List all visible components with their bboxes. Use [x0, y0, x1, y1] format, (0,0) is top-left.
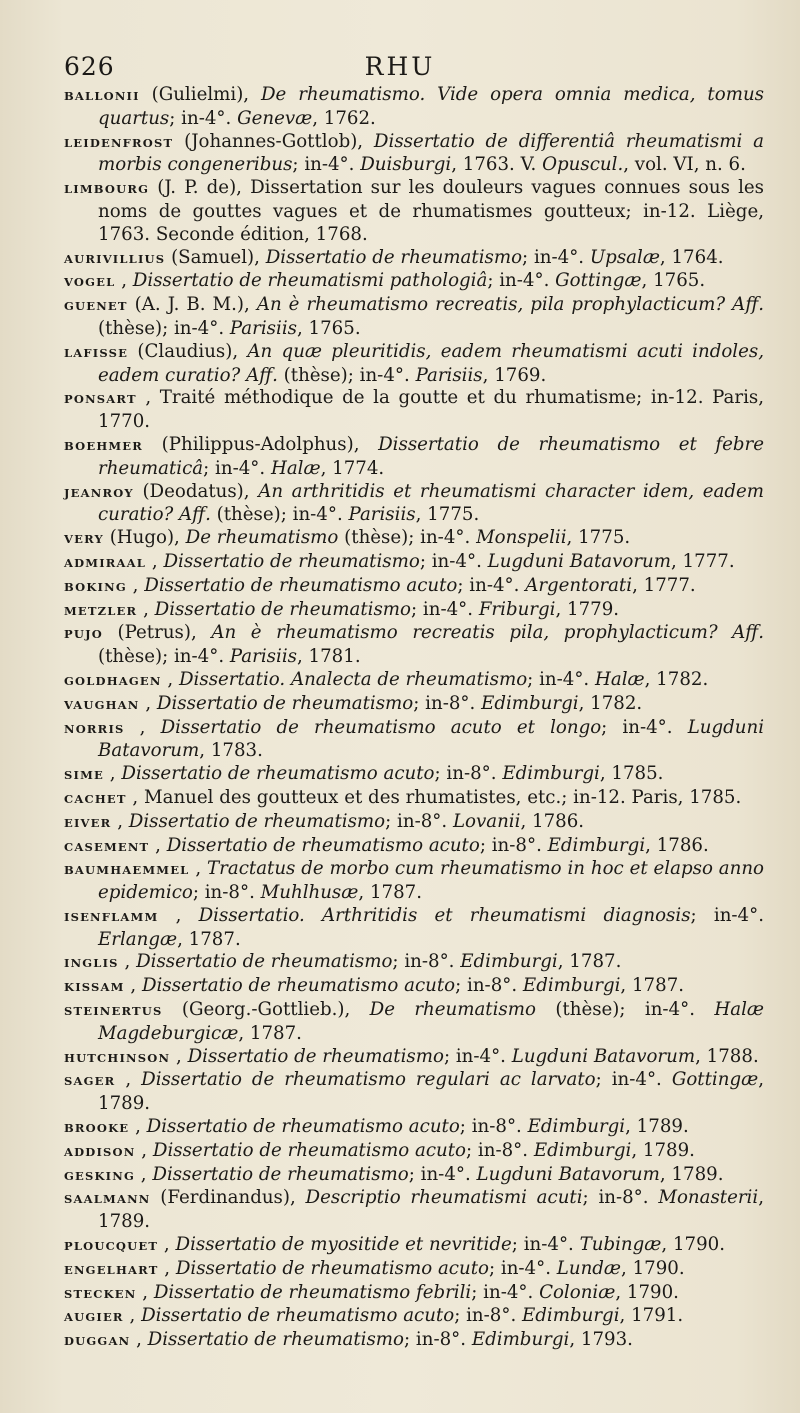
entry-author: BALLONII: [64, 89, 140, 103]
citation-text: (thèse); in-4°.: [210, 504, 349, 526]
citation-text: ,: [117, 810, 129, 832]
citation-text: , 1765.: [296, 317, 361, 339]
entry-author: SIME: [64, 768, 104, 783]
citation-text: , 1785.: [599, 763, 664, 785]
entry-citation: [164, 1234, 725, 1255]
citation-text: ; in-4°.: [408, 1163, 477, 1185]
bibliography-entry: [64, 1140, 764, 1164]
entry-citation: [98, 177, 764, 245]
bibliography-entry: [64, 811, 764, 835]
citation-text: ; in-8°.: [385, 810, 453, 832]
citation-text: ; in-4°.: [169, 107, 238, 129]
citation-text: ,: [167, 668, 179, 690]
citation-text: ; in-4°.: [457, 574, 526, 596]
entry-citation: [98, 1069, 764, 1114]
entry-citation: [141, 1164, 724, 1185]
entry-author: GOLDHAGEN: [64, 673, 162, 688]
citation-italic-text: Edimburgi: [522, 1305, 620, 1327]
bibliography-entry: [64, 84, 764, 131]
citation-italic-text: Dissertatio. Analecta de rheumatismo: [178, 668, 528, 690]
citation-italic-text: Parisiis: [229, 317, 297, 339]
citation-italic-text: De rheumatismo: [369, 999, 536, 1021]
entry-author: VERY: [64, 532, 104, 547]
entry-citation: [110, 763, 664, 784]
citation-italic-text: Dissertatio de rheumatismo regulari ac larvato: [141, 1069, 596, 1091]
citation-text: ,: [176, 1045, 188, 1067]
citation-text: (Philippus-Adolphus),: [161, 433, 379, 455]
entry-citation: [155, 835, 709, 856]
entry-citation: [98, 905, 764, 950]
citation-text: , 1769.: [482, 364, 547, 386]
citation-text: (thèse); in-4°.: [535, 999, 715, 1021]
citation-text: , 1790.: [661, 1234, 726, 1256]
entry-citation: [164, 1258, 684, 1279]
entry-author: ENGELHART: [64, 1262, 159, 1277]
entry-citation: [98, 717, 764, 762]
entry-author: LEIDENFROST: [64, 135, 174, 150]
entry-author: BAUMHAEMMEL: [64, 863, 190, 878]
bibliography-entry: [64, 1305, 764, 1329]
entry-author: KISSAM: [64, 980, 125, 995]
citation-text: , 1790.: [615, 1281, 679, 1303]
citation-italic-text: Dissertatio de rheumatismo acuto: [152, 1139, 466, 1161]
citation-italic-text: Upsalæ: [589, 246, 660, 268]
entry-citation: [141, 1140, 695, 1161]
citation-text: ,: [139, 716, 161, 738]
bibliography-entry: [64, 177, 764, 246]
entry-author: GUENET: [64, 299, 128, 314]
citation-text: , 1786.: [520, 810, 585, 832]
citation-italic-text: Dissertatio de rheumatismo acuto et longo: [160, 716, 602, 738]
entry-citation: [98, 1187, 764, 1232]
citation-italic-text: Dissertatio de rheumatismo acuto: [166, 834, 480, 856]
entry-citation: [132, 787, 741, 808]
bibliography-entry: [64, 835, 764, 859]
entry-author: STEINERTUS: [64, 1004, 163, 1019]
entry-author: EIVER: [64, 815, 112, 830]
citation-text: ; in-4°.: [203, 457, 271, 479]
citation-text: , Traité méthodique de la goutte et du rhumatisme; in-12. Paris, 1770.: [98, 387, 764, 433]
citation-text: , 1791.: [619, 1305, 684, 1327]
bibliography-entry: [64, 1282, 764, 1306]
bibliography-entry: [64, 575, 764, 599]
entry-citation: [110, 527, 630, 548]
entry-author: LAFISSE: [64, 345, 129, 360]
citation-text: ; in-4°.: [522, 246, 590, 268]
citation-text: , 1787.: [177, 928, 241, 950]
citation-text: ,: [124, 951, 137, 973]
citation-text: ,: [151, 550, 164, 572]
bibliography-entry: [64, 1258, 764, 1282]
citation-text: (thèse); in-4°.: [98, 646, 230, 668]
bibliography-entry: [64, 1116, 764, 1140]
citation-text: ; in-4°.: [595, 1069, 672, 1091]
bibliography-entry: [64, 1046, 764, 1070]
bibliography-entry: [64, 1187, 764, 1234]
citation-text: (A. J. B. M.),: [134, 294, 257, 316]
entry-citation: [98, 341, 764, 386]
citation-text: , 1765.: [641, 270, 706, 292]
citation-text: ,: [163, 1234, 176, 1256]
citation-text: ; in-4°.: [443, 1045, 512, 1067]
citation-italic-text: Dissertatio de rheumatismo acuto: [144, 574, 458, 596]
entry-citation: [98, 131, 764, 176]
citation-italic-text: Dissertatio de rheumatismo: [128, 810, 386, 832]
citation-italic-text: Tubingæ: [579, 1234, 662, 1256]
citation-text: ; in-8°.: [466, 1139, 534, 1161]
citation-text: ; in-8°.: [454, 1305, 523, 1327]
entry-citation: [176, 1046, 759, 1067]
entry-citation: [133, 575, 696, 596]
bibliography-entry: [64, 693, 764, 717]
citation-text: , 1777.: [670, 550, 735, 572]
entry-citation: [121, 270, 705, 291]
citation-italic-text: Dissertatio de rheumatismi pathologiâ: [132, 270, 488, 292]
citation-italic-text: Dissertatio de rheumatismo: [265, 246, 523, 268]
entry-author: HUTCHINSON: [64, 1050, 171, 1065]
citation-italic-text: Halæ: [594, 668, 645, 690]
citation-text: , vol. VI, n. 6.: [623, 154, 746, 176]
citation-text: (Gulielmi),: [151, 84, 261, 105]
citation-italic-text: Halæ: [270, 457, 321, 479]
bibliography-entry: [64, 270, 764, 294]
citation-italic-text: Lugduni Batavorum: [511, 1045, 696, 1067]
citation-italic-text: Dissertatio de rheumatismo febrili: [153, 1281, 472, 1303]
citation-italic-text: Dissertatio de rheumatismo: [187, 1045, 444, 1067]
citation-italic-text: Argentorati: [525, 574, 633, 596]
citation-italic-text: Parisiis: [415, 364, 483, 386]
citation-text: , 1789.: [98, 1187, 764, 1233]
citation-text: (Johannes-Gottlob),: [184, 130, 374, 152]
bibliography-entry: [64, 341, 764, 388]
citation-text: , 1775.: [415, 504, 480, 526]
citation-italic-text: Edimburgi: [502, 763, 600, 785]
entry-citation: [167, 669, 708, 690]
entry-citation: [98, 387, 764, 432]
citation-italic-text: Dissertatio de rheumatismo acuto: [141, 1305, 455, 1327]
citation-text: (thèse); in-4°.: [98, 317, 230, 339]
citation-text: (J. P. de), Dissertation sur les douleurs vagues connues sous les noms de gouttes vagues et de rhumatismes goutteux; in-12. Liège, 1763. Seconde édition, 1768.: [98, 177, 764, 245]
citation-text: , 1763. V.: [451, 154, 543, 176]
bibliography-entry: [64, 551, 764, 575]
bibliography-entry: [64, 131, 764, 178]
citation-text: ; in-8°.: [459, 1116, 528, 1138]
entry-author: VOGEL: [64, 275, 116, 290]
citation-text: ,: [136, 1329, 148, 1351]
citation-text: ,: [135, 1116, 147, 1138]
citation-italic-text: Genevæ: [237, 107, 313, 129]
citation-italic-text: Muhlhusæ: [260, 882, 359, 904]
entry-citation: [98, 858, 764, 903]
entry-citation: [98, 434, 764, 479]
bibliography-entry: [64, 1329, 764, 1353]
citation-italic-text: Dissertatio. Arthritidis et rheumatismi diagnosis: [198, 904, 691, 926]
entry-citation: [152, 551, 735, 572]
citation-italic-text: Edimburgi: [527, 1116, 626, 1138]
citation-italic-text: Edimburgi: [547, 834, 646, 856]
citation-italic-text: Dissertatio de differentiâ rheumatismi a morbis congeneribus: [98, 130, 764, 176]
citation-text: (thèse); in-4°.: [338, 527, 477, 549]
citation-italic-text: Gottingæ: [555, 270, 642, 292]
entry-citation: [136, 1329, 633, 1350]
citation-text: ,: [132, 574, 145, 596]
citation-text: , 1789.: [625, 1116, 689, 1138]
citation-italic-text: Dissertatio de rheumatismo acuto: [146, 1116, 460, 1138]
entry-citation: [117, 811, 584, 832]
citation-text: ; in-8°.: [455, 975, 523, 997]
citation-text: ,: [145, 692, 157, 714]
citation-text: , 1787.: [620, 975, 685, 997]
citation-italic-text: Dissertatio de rheumatismo acuto: [141, 975, 456, 997]
citation-text: ; in-4°.: [690, 904, 764, 926]
citation-text: ; in-4°.: [487, 270, 556, 292]
citation-text: ; in-8°.: [479, 834, 548, 856]
citation-italic-text: Parisiis: [229, 646, 297, 668]
entry-author: PLOUCQUET: [64, 1239, 159, 1254]
citation-italic-text: Monasterii: [658, 1187, 759, 1209]
bibliography-entry: [64, 975, 764, 999]
citation-text: (Ferdinandus),: [160, 1187, 306, 1209]
citation-italic-text: Edimburgi: [471, 1329, 570, 1351]
citation-text: , 1782.: [578, 692, 643, 714]
citation-text: ; in-8°.: [434, 763, 503, 785]
page-number: 626: [64, 52, 115, 81]
citation-text: ; in-8°.: [413, 692, 482, 714]
citation-text: ; in-8°.: [404, 1329, 472, 1351]
citation-text: ,: [130, 975, 142, 997]
citation-italic-text: An è rheumatismo recreatis pila, prophylacticum? Aff.: [211, 622, 764, 644]
bibliography-entry: [64, 622, 764, 669]
citation-italic-text: Dissertatio de rheumatismo: [163, 550, 420, 572]
bibliography-entry: [64, 763, 764, 787]
citation-text: ; in-4°.: [601, 716, 688, 738]
entry-citation: [145, 693, 642, 714]
citation-italic-text: Lugduni Batavorum: [476, 1163, 660, 1185]
citation-text: (Samuel),: [171, 246, 266, 268]
citation-italic-text: Dissertatio de rheumatismo acuto: [121, 763, 435, 785]
citation-italic-text: De rheumatismo. Vide opera omnia medica, tomus quartus: [98, 84, 764, 129]
entry-author: SAALMANN: [64, 1192, 151, 1207]
citation-text: ,: [195, 858, 208, 880]
citation-italic-text: De rheumatismo: [185, 527, 339, 549]
entry-author: CACHET: [64, 791, 127, 806]
entry-author: NORRIS: [64, 721, 125, 736]
bibliography-entry: [64, 999, 764, 1046]
citation-italic-text: Dissertatio de rheumatismo: [136, 951, 393, 973]
citation-text: , Manuel des goutteux et des rhumatistes, etc.; in-12. Paris, 1785.: [132, 786, 742, 808]
citation-text: ; in-4°.: [527, 668, 595, 690]
citation-italic-text: Friburgi: [478, 598, 556, 620]
entry-author: METZLER: [64, 603, 138, 618]
bibliography-entry: [64, 434, 764, 481]
entry-author: VAUGHAN: [64, 697, 140, 712]
citation-italic-text: Lugduni Batavorum: [98, 716, 765, 762]
citation-italic-text: Lundæ: [556, 1257, 622, 1279]
entry-author: LIMBOURG: [64, 182, 150, 197]
citation-text: ; in-8°.: [392, 951, 461, 973]
citation-text: ; in-4°.: [511, 1234, 580, 1256]
citation-text: , 1787.: [557, 951, 622, 973]
citation-italic-text: Erlangæ: [98, 928, 178, 950]
citation-italic-text: Lugduni Batavorum: [487, 550, 671, 572]
citation-text: , 1790.: [621, 1257, 685, 1279]
citation-italic-text: Dissertatio de rheumatismo: [147, 1329, 405, 1351]
citation-italic-text: Coloniæ: [539, 1281, 616, 1303]
bibliography-entry: [64, 527, 764, 551]
entry-citation: [142, 1282, 679, 1303]
citation-text: , 1779.: [555, 598, 620, 620]
entry-citation: [98, 84, 764, 129]
entry-author: CASEMENT: [64, 839, 150, 854]
bibliography-entry: [64, 1069, 764, 1116]
citation-italic-text: Dissertatio de myositide et nevritide: [175, 1234, 512, 1256]
citation-text: , 1782.: [644, 668, 709, 690]
citation-italic-text: Edimburgi: [522, 975, 621, 997]
citation-text: , 1774.: [320, 457, 385, 479]
citation-text: ; in-8°.: [192, 882, 261, 904]
entry-citation: [143, 599, 619, 620]
citation-italic-text: Halæ Magdeburgicæ: [98, 999, 764, 1044]
entry-author: BOKING: [64, 579, 127, 594]
citation-text: ; in-4°.: [292, 154, 361, 176]
citation-text: , 1786.: [645, 834, 709, 856]
entry-author: BOEHMER: [64, 438, 144, 453]
citation-text: , 1789.: [659, 1163, 724, 1185]
citation-text: (Georg.-Gottlieb.),: [181, 999, 370, 1021]
citation-text: ,: [140, 1163, 153, 1185]
citation-text: ,: [175, 904, 199, 926]
bibliography-entry: [64, 294, 764, 341]
entry-author: SAGER: [64, 1074, 116, 1089]
citation-text: , 1793.: [569, 1329, 633, 1351]
citation-italic-text: An quæ pleuritidis, eadem rheumatismi acuti indoles, eadem curatio? Aff.: [98, 340, 764, 386]
bibliography-entry: [64, 387, 764, 434]
citation-text: , 1788.: [695, 1045, 759, 1067]
entry-author: AURIVILLIUS: [64, 251, 166, 266]
citation-text: ,: [121, 270, 133, 292]
citation-italic-text: Opuscul.: [542, 154, 624, 176]
entry-citation: [98, 999, 764, 1044]
citation-italic-text: Dissertatio de rheumatismo: [154, 598, 411, 620]
bibliography-entry: [64, 717, 764, 764]
citation-text: ,: [164, 1257, 176, 1279]
citation-text: , 1775.: [566, 527, 631, 549]
citation-text: ; in-4°.: [488, 1257, 557, 1279]
bibliography-entry: [64, 247, 764, 271]
citation-italic-text: Gottingæ: [671, 1069, 759, 1091]
bibliography-entry: [64, 905, 764, 952]
citation-text: ; in-4°.: [419, 550, 488, 572]
entry-citation: [124, 951, 621, 972]
bibliography-entry: [64, 951, 764, 975]
citation-italic-text: Descriptio rheumatismi acuti: [305, 1187, 583, 1209]
citation-text: ,: [155, 834, 167, 856]
citation-text: (Hugo),: [109, 527, 186, 549]
citation-text: , 1789.: [98, 1069, 764, 1115]
citation-text: ,: [109, 763, 122, 785]
citation-italic-text: An arthritidis et rheumatismi character idem, eadem curatio? Aff.: [98, 480, 765, 526]
citation-text: , 1764.: [659, 246, 724, 268]
entry-author: DUGGAN: [64, 1334, 131, 1349]
entry-citation: [129, 1305, 683, 1326]
citation-text: , 1777.: [632, 574, 696, 596]
citation-text: (Claudius),: [137, 340, 248, 362]
entry-author: ADMIRAAL: [64, 555, 147, 570]
citation-italic-text: Edimburgi: [481, 692, 579, 714]
citation-italic-text: Monspelii: [476, 527, 567, 549]
bibliography-entry: [64, 599, 764, 623]
citation-italic-text: Duisburgi: [360, 154, 452, 176]
citation-text: ,: [125, 1069, 142, 1091]
citation-text: (thèse); in-4°.: [277, 364, 416, 386]
citation-text: , 1762.: [312, 107, 376, 129]
citation-text: ,: [129, 1305, 142, 1327]
bibliography-entry: [64, 858, 764, 905]
entry-author: BROOKE: [64, 1121, 130, 1136]
entry-author: INGLIS: [64, 956, 119, 971]
citation-text: , 1787.: [238, 1022, 302, 1044]
entry-citation: [98, 622, 764, 667]
citation-italic-text: Parisiis: [348, 504, 416, 526]
entry-citation: [98, 294, 764, 339]
entry-author: GESKING: [64, 1168, 135, 1183]
citation-italic-text: Dissertatio de rheumatismo et febre rheumaticâ: [98, 433, 764, 479]
citation-text: , 1787.: [358, 882, 423, 904]
entry-citation: [135, 1116, 689, 1137]
bibliography-entry: [64, 669, 764, 693]
citation-italic-text: Lovanii: [452, 810, 521, 832]
entry-citation: [130, 975, 684, 996]
bibliography-entry: [64, 1234, 764, 1258]
entry-author: STECKEN: [64, 1286, 137, 1301]
citation-italic-text: Dissertatio de rheumatismo: [152, 1163, 409, 1185]
bibliography-entry: [64, 1164, 764, 1188]
citation-text: (Petrus),: [117, 622, 212, 644]
entry-author: PONSART: [64, 392, 137, 407]
entry-citation: [171, 247, 723, 268]
citation-text: , 1783.: [199, 740, 263, 762]
running-head: RHU: [364, 52, 436, 81]
bibliography-entry: [64, 787, 764, 811]
citation-text: ,: [143, 598, 155, 620]
citation-italic-text: Edimburgi: [460, 951, 558, 973]
citation-text: , 1789.: [631, 1139, 695, 1161]
citation-text: ; in-4°.: [411, 598, 479, 620]
citation-text: ,: [141, 1139, 153, 1161]
bibliography-entry: [64, 481, 764, 528]
citation-italic-text: Tractatus de morbo cum rheumatismo in hoc et elapso anno epidemico: [98, 858, 764, 904]
entry-author: PUJO: [64, 627, 103, 642]
citation-italic-text: Dissertatio de rheumatismo acuto: [175, 1257, 489, 1279]
entry-author: ADDISON: [64, 1144, 136, 1159]
citation-text: (Deodatus),: [142, 480, 259, 502]
citation-text: ; in-8°.: [582, 1187, 659, 1209]
entry-author: ISENFLAMM: [64, 909, 159, 924]
citation-text: , 1781.: [296, 646, 361, 668]
bibliography-list: [64, 84, 764, 1353]
entry-author: JEANROY: [64, 485, 134, 500]
citation-italic-text: Dissertatio de rheumatismo: [156, 692, 414, 714]
citation-italic-text: Edimburgi: [533, 1139, 632, 1161]
citation-italic-text: An è rheumatismo recreatis, pila prophylacticum? Aff.: [256, 294, 764, 316]
entry-author: AUGIER: [64, 1310, 124, 1325]
citation-text: ; in-4°.: [471, 1281, 540, 1303]
entry-citation: [98, 481, 764, 526]
citation-text: ,: [142, 1281, 154, 1303]
